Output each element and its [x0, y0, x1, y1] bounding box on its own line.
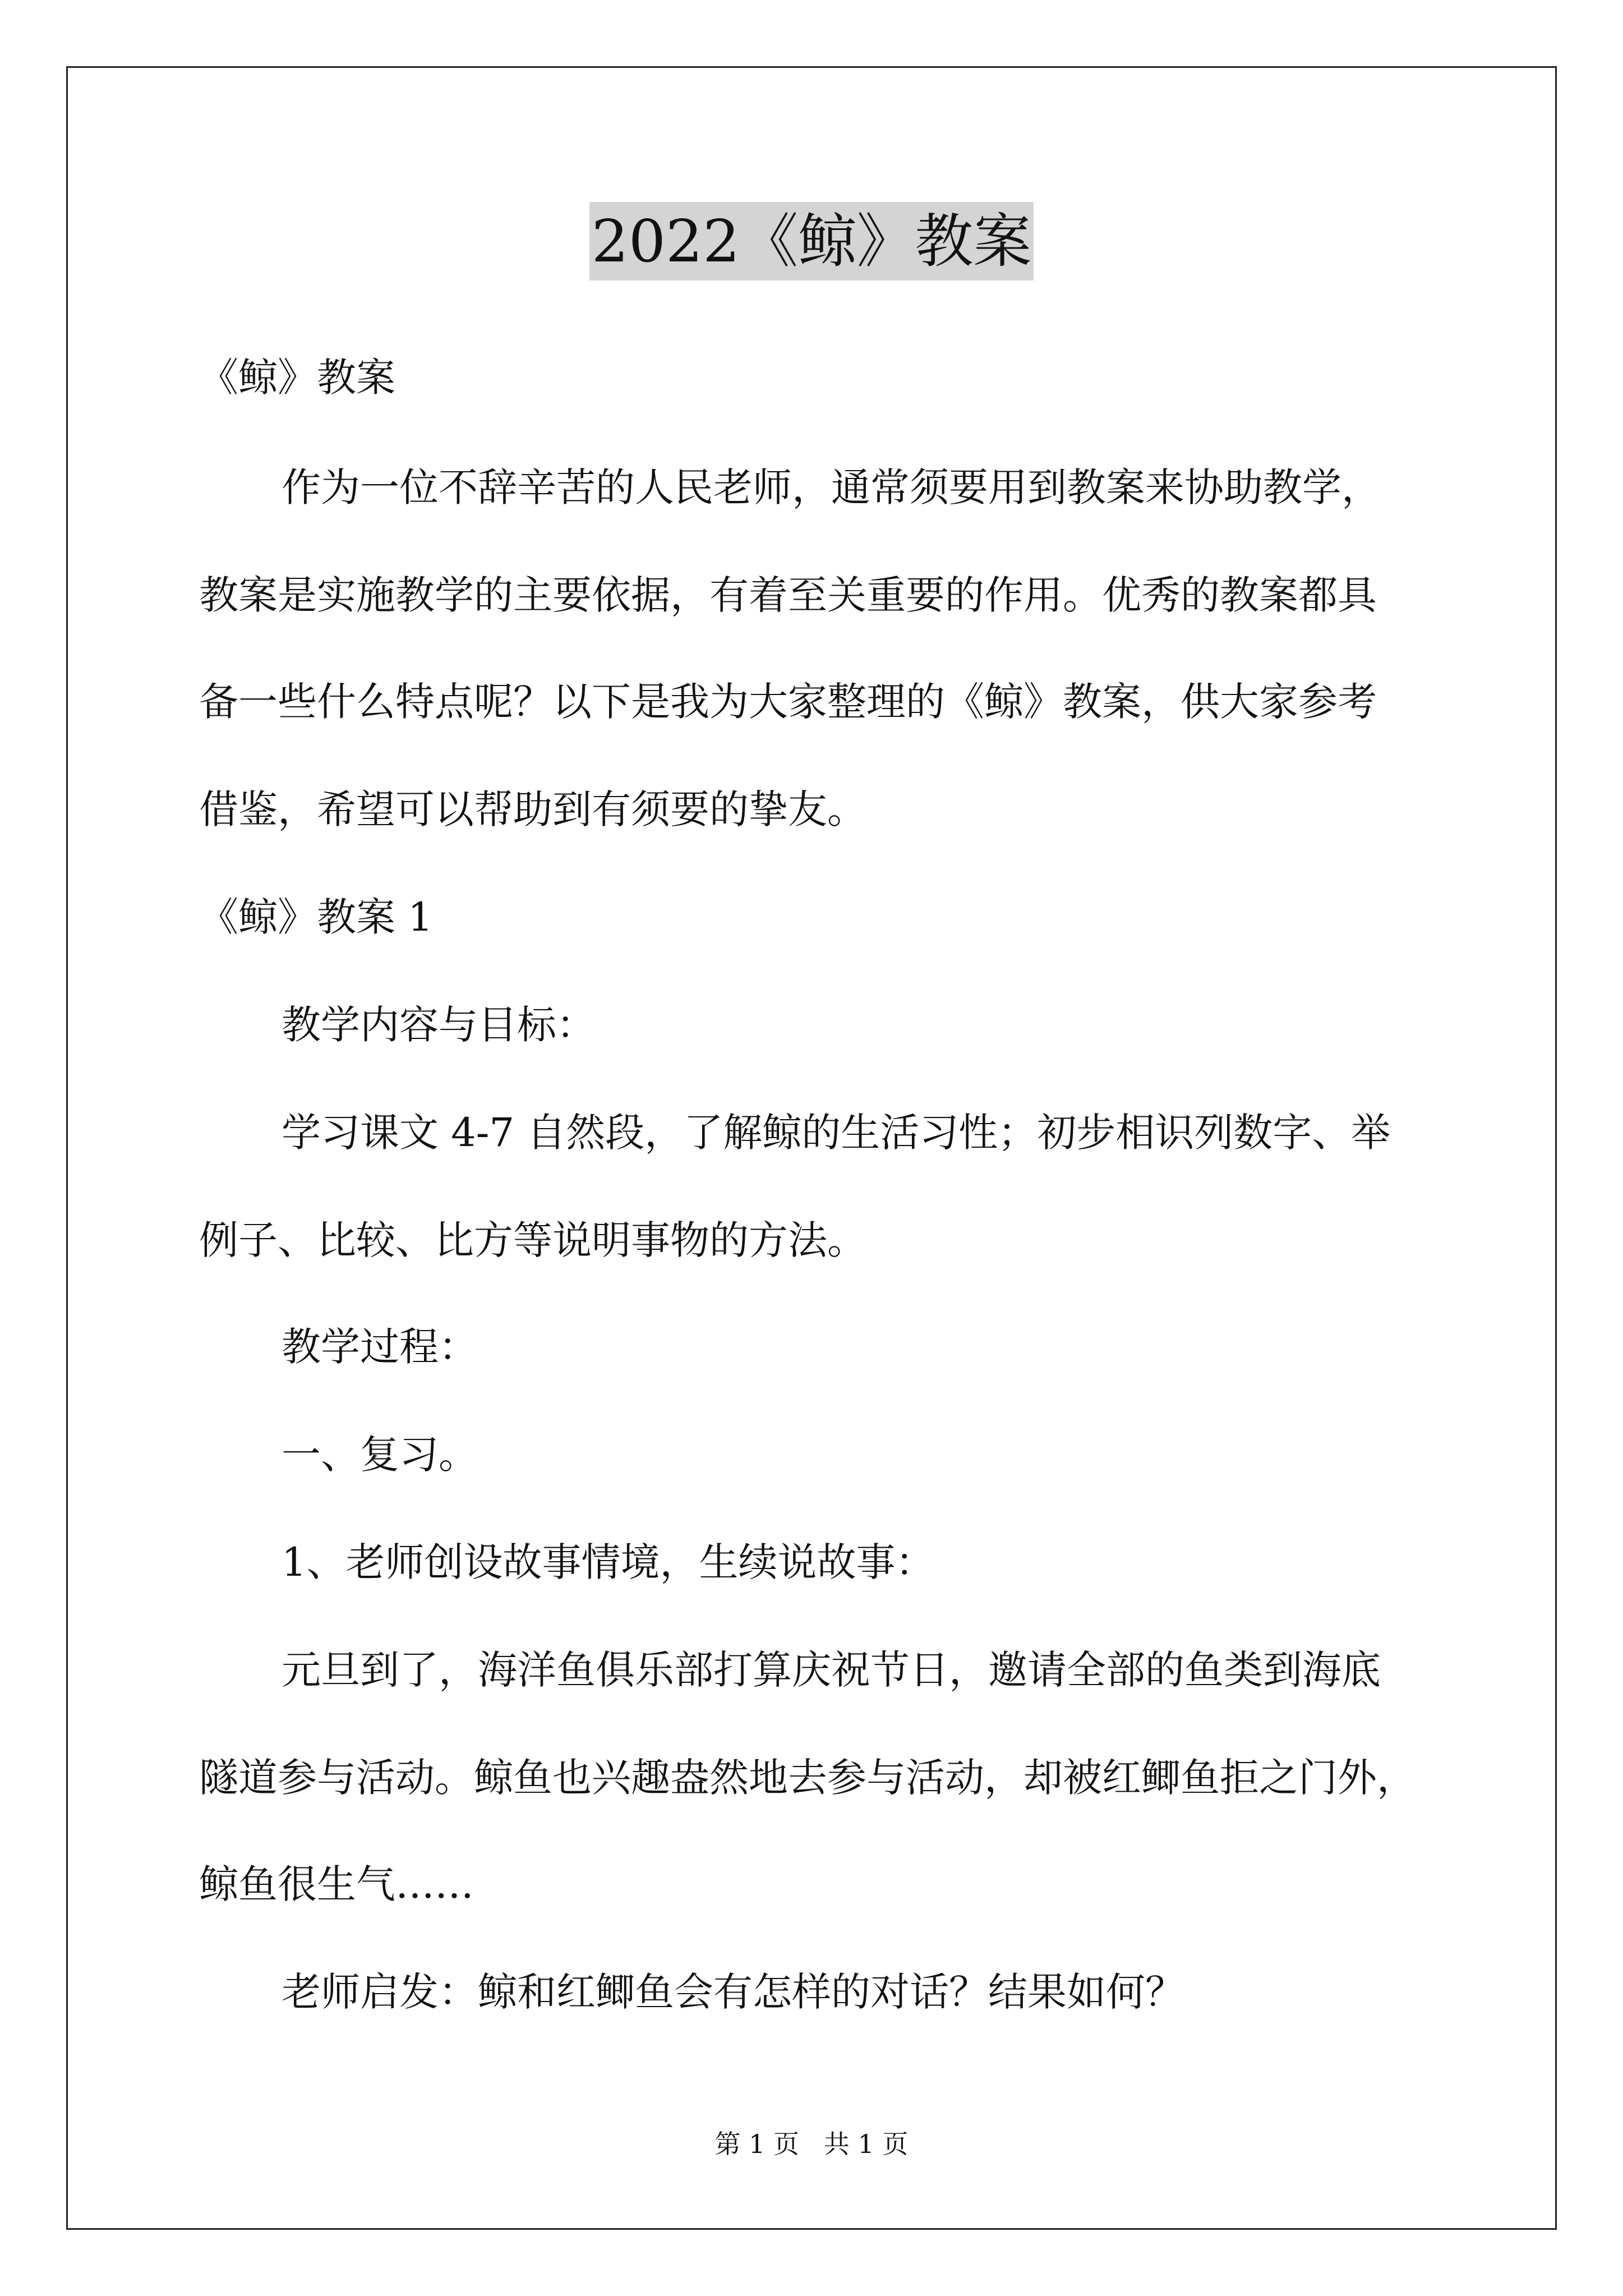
- page-footer: 第 1 页 共 1 页: [714, 2129, 909, 2159]
- paragraph-line: 老师启发：鲸和红鲫鱼会有怎样的对话？结果如何？: [282, 1969, 1184, 2015]
- paragraph-line: 备一些什么特点呢？以下是我为大家整理的《鲸》教案，供大家参考: [199, 679, 1377, 725]
- paragraph-line: 1、老师创设故事情境，生续说故事：: [282, 1539, 935, 1585]
- paragraph-line: 教案是实施教学的主要依据，有着至关重要的作用。优秀的教案都具: [199, 572, 1377, 618]
- paragraph-line: 作为一位不辞辛苦的人民老师，通常须要用到教案来协助教学，: [282, 464, 1381, 510]
- document-title: 2022《鲸》教案: [589, 202, 1034, 280]
- paragraph-line: 学习课文 4-7 自然段，了解鲸的生活习性；初步相识列数字、举: [282, 1110, 1391, 1156]
- paragraph-line: 元旦到了，海洋鱼俱乐部打算庆祝节日，邀请全部的鱼类到海底: [282, 1647, 1381, 1693]
- paragraph-line: 例子、比较、比方等说明事物的方法。: [199, 1217, 866, 1263]
- paragraph-line: 隧道参与活动。鲸鱼也兴趣盎然地去参与活动，却被红鲫鱼拒之门外，: [199, 1755, 1416, 1801]
- paragraph-line: 教学内容与目标：: [282, 1002, 596, 1048]
- title-container: [0, 202, 1623, 280]
- paragraph-line: 借鉴，希望可以帮助到有须要的挚友。: [199, 786, 866, 832]
- paragraph-line: 一、复习。: [282, 1432, 478, 1478]
- paragraph-line: 教学过程：: [282, 1324, 478, 1370]
- paragraph-line: 鲸鱼很生气……: [199, 1861, 474, 1907]
- section-heading: 《鲸》教案 1: [199, 894, 433, 940]
- document-subtitle: 《鲸》教案: [199, 355, 395, 401]
